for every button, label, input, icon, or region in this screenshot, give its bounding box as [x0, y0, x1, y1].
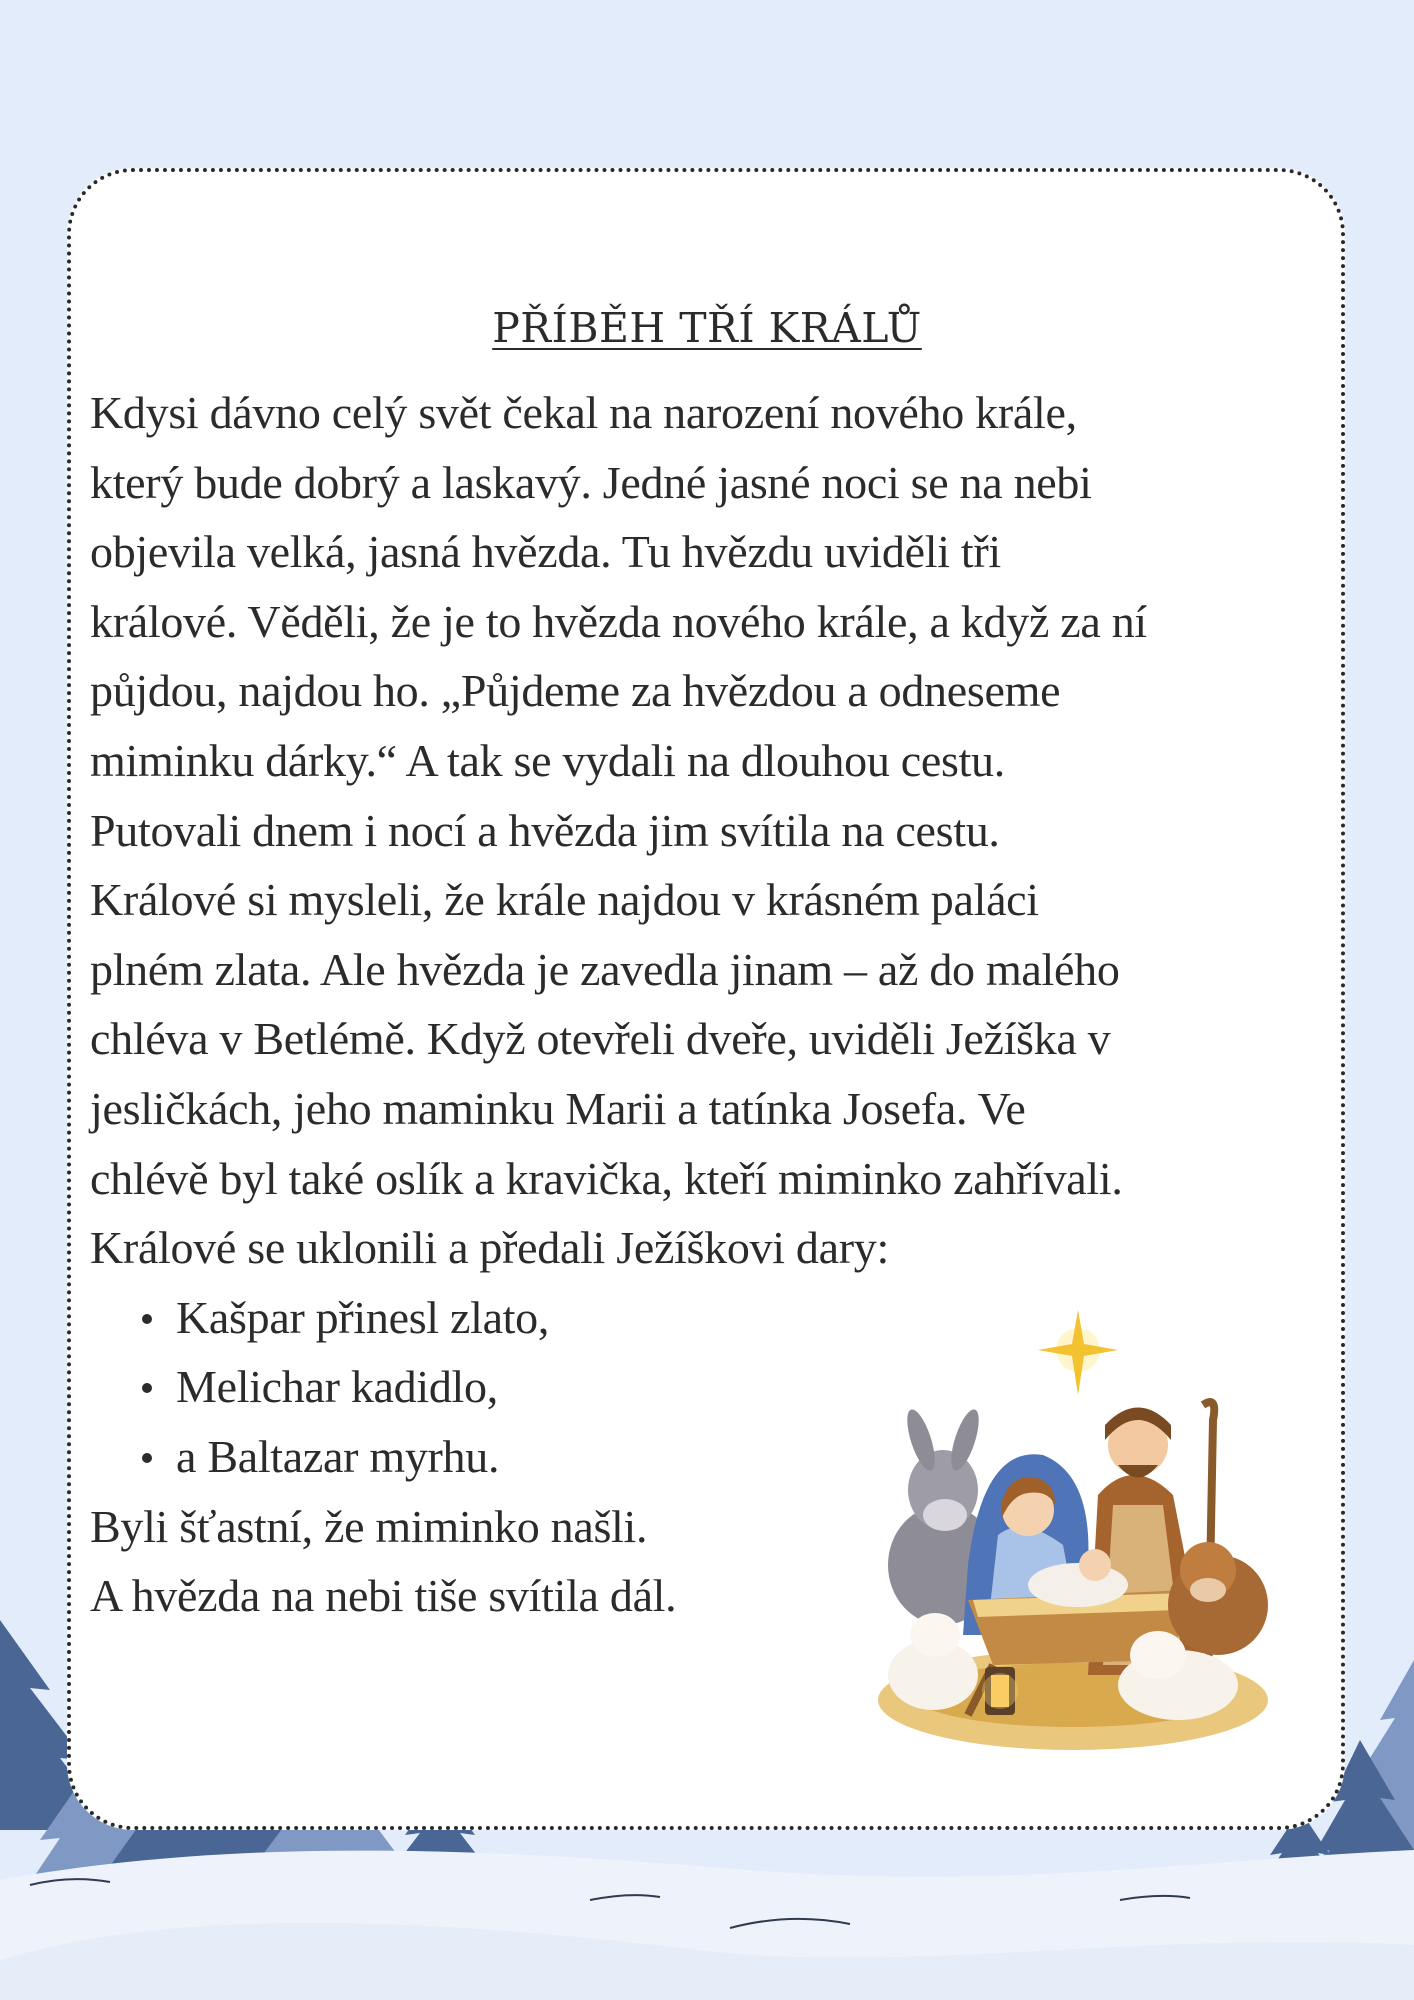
story-line: Králové se uklonili a předali Ježíškovi dary:	[90, 1222, 889, 1274]
story-line: Putovali dnem i nocí a hvězda jim svítila na cestu.	[90, 804, 1000, 856]
story-line: Králové si mysleli, že krále najdou v krásném paláci	[90, 874, 1039, 926]
star-icon	[1038, 1310, 1118, 1395]
bullet-icon	[142, 1314, 152, 1324]
story-line: chléva v Betlémě. Když otevřeli dveře, uviděli Ježíška v	[90, 1013, 1111, 1065]
gift-text: a Baltazar myrhu.	[176, 1430, 500, 1482]
bullet-icon	[142, 1383, 152, 1393]
gift-text: Kašpar přinesl zlato,	[176, 1291, 550, 1343]
nativity-scene-icon	[873, 1305, 1273, 1755]
page-title: PŘÍBĚH TŘÍ KRÁLŮ	[492, 304, 922, 352]
story-line: objevila velká, jasná hvězda. Tu hvězdu uviděli tři	[90, 526, 1001, 578]
ox-icon	[1168, 1542, 1268, 1655]
lantern-icon	[982, 1667, 1018, 1715]
gift-text: Melichar kadidlo,	[176, 1361, 498, 1413]
story-line: Kdysi dávno celý svět čekal na narození nového krále,	[90, 387, 1077, 438]
story-line: chlévě byl také oslík a kravička, kteří miminko zahřívali.	[90, 1152, 1123, 1204]
story-line: miminku dárky.“ A tak se vydali na dlouhou cestu.	[90, 734, 1005, 786]
story-line: plném zlata. Ale hvězda je zavedla jinam – až do malého	[90, 943, 1120, 995]
story-line: půjdou, najdou ho. „Půjdeme za hvězdou a odneseme	[90, 665, 1061, 717]
story-line: který bude dobrý a laskavý. Jedné jasné noci se na nebi	[90, 456, 1092, 508]
story-line: Byli šťastní, že miminko našli.	[90, 1500, 648, 1552]
bullet-icon	[142, 1453, 152, 1463]
story-line: jesličkách, jeho maminku Marii a tatínka Josefa. Ve	[90, 1082, 1026, 1134]
story-line: králové. Věděli, že je to hvězda nového krále, a když za ní	[90, 595, 1147, 647]
story-line: A hvězda na nebi tiše svítila dál.	[90, 1570, 677, 1622]
